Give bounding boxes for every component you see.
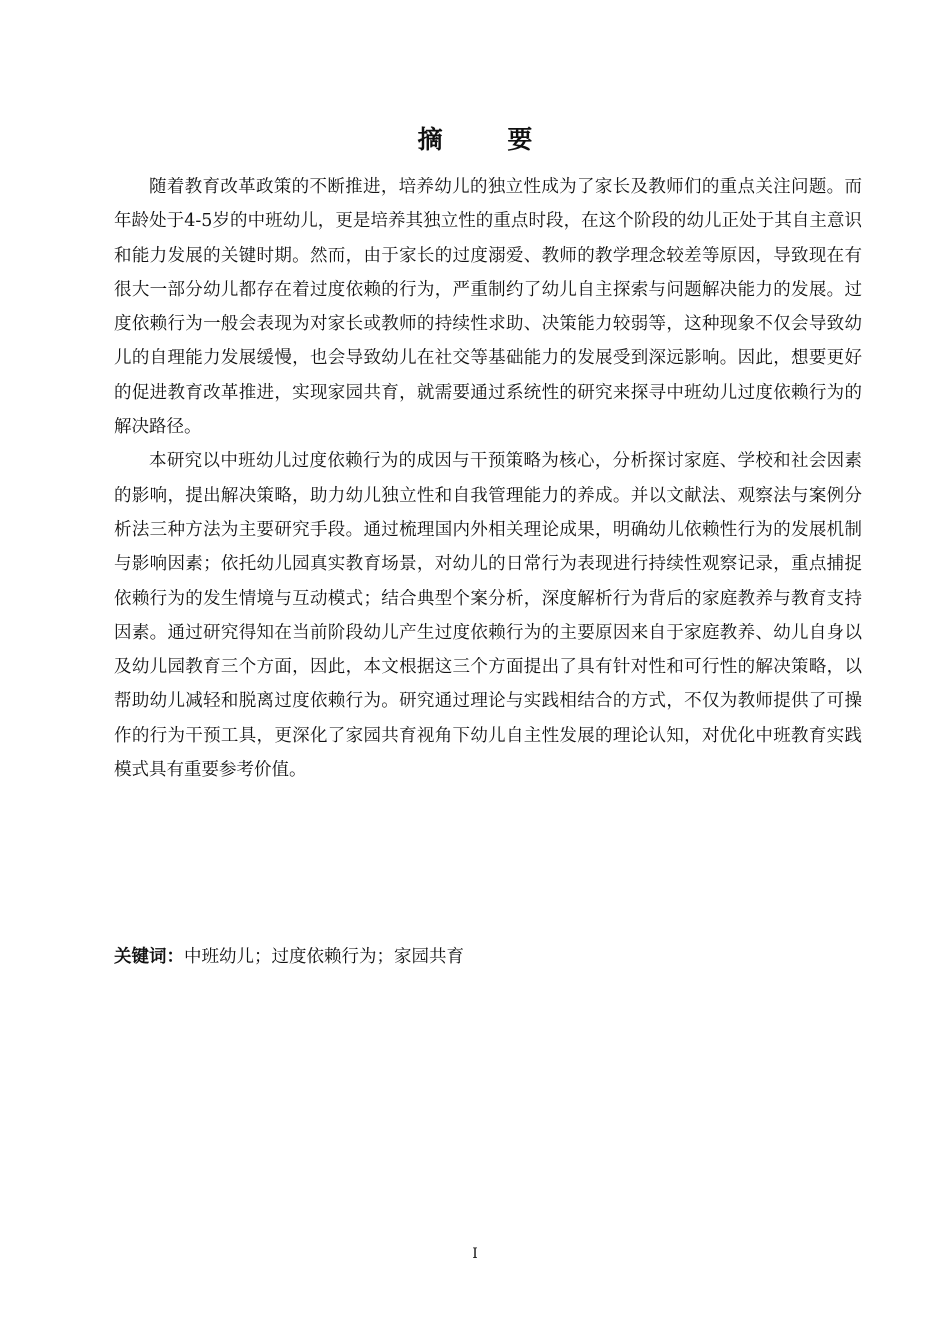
abstract-body <box>114 170 862 787</box>
abstract-paragraph-2: 本研究以中班幼儿过度依赖行为的成因与干预策略为核心，分析探讨家庭、学校和社会因素的影响，提出解决策略，助力幼儿独立性和自我管理能力的养成。并以文献法、观察法与案例分析法三种方法为主要研究手段。通过梳理国内外相关理论成果，明确幼儿依赖性行为的发展机制与影响因素；依托幼儿园真实教育场景，对幼儿的日常行为表现进行持续性观察记录，重点捕捉依赖行为的发生情境与互动模式；结合典型个案分析，深度解析行为背后的家庭教养与教育支持因素。通过研究得知在当前阶段幼儿产生过度依赖行为的主要原因来自于家庭教养、幼儿自身以及幼儿园教育三个方面，因此，本文根据这三个方面提出了具有针对性和可行性的解决策略，以帮助幼儿减轻和脱离过度依赖行为。研究通过理论与实践相结合的方式，不仅为教师提供了可操作的行为干预工具，更深化了家园共育视角下幼儿自主性发展的理论认知，对优化中班教育实践模式具有重要参考价值。 <box>114 451 862 781</box>
keywords-line <box>114 940 862 974</box>
page-number: I <box>472 1246 478 1262</box>
keywords-label: 关键词： <box>114 947 184 967</box>
abstract-title: 摘 要 <box>417 125 561 154</box>
abstract-paragraph-1: 随着教育改革政策的不断推进，培养幼儿的独立性成为了家长及教师们的重点关注问题。而年龄处于4-5岁的中班幼儿，更是培养其独立性的重点时段，在这个阶段的幼儿正处于其自主意识和能力发展的关键时期。然而，由于家长的过度溺爱、教师的教学理念较差等原因，导致现在有很大一部分幼儿都存在着过度依赖的行为，严重制约了幼儿自主探索与问题解决能力的发展。过度依赖行为一般会表现为对家长或教师的持续性求助、决策能力较弱等，这种现象不仅会导致幼儿的自理能力发展缓慢，也会导致幼儿在社交等基础能力的发展受到深远影响。因此，想要更好的促进教育改革推进，实现家园共育，就需要通过系统性的研究来探寻中班幼儿过度依赖行为的解决路径。 <box>114 177 862 438</box>
keywords-value: 中班幼儿；过度依赖行为；家园共育 <box>184 947 464 967</box>
